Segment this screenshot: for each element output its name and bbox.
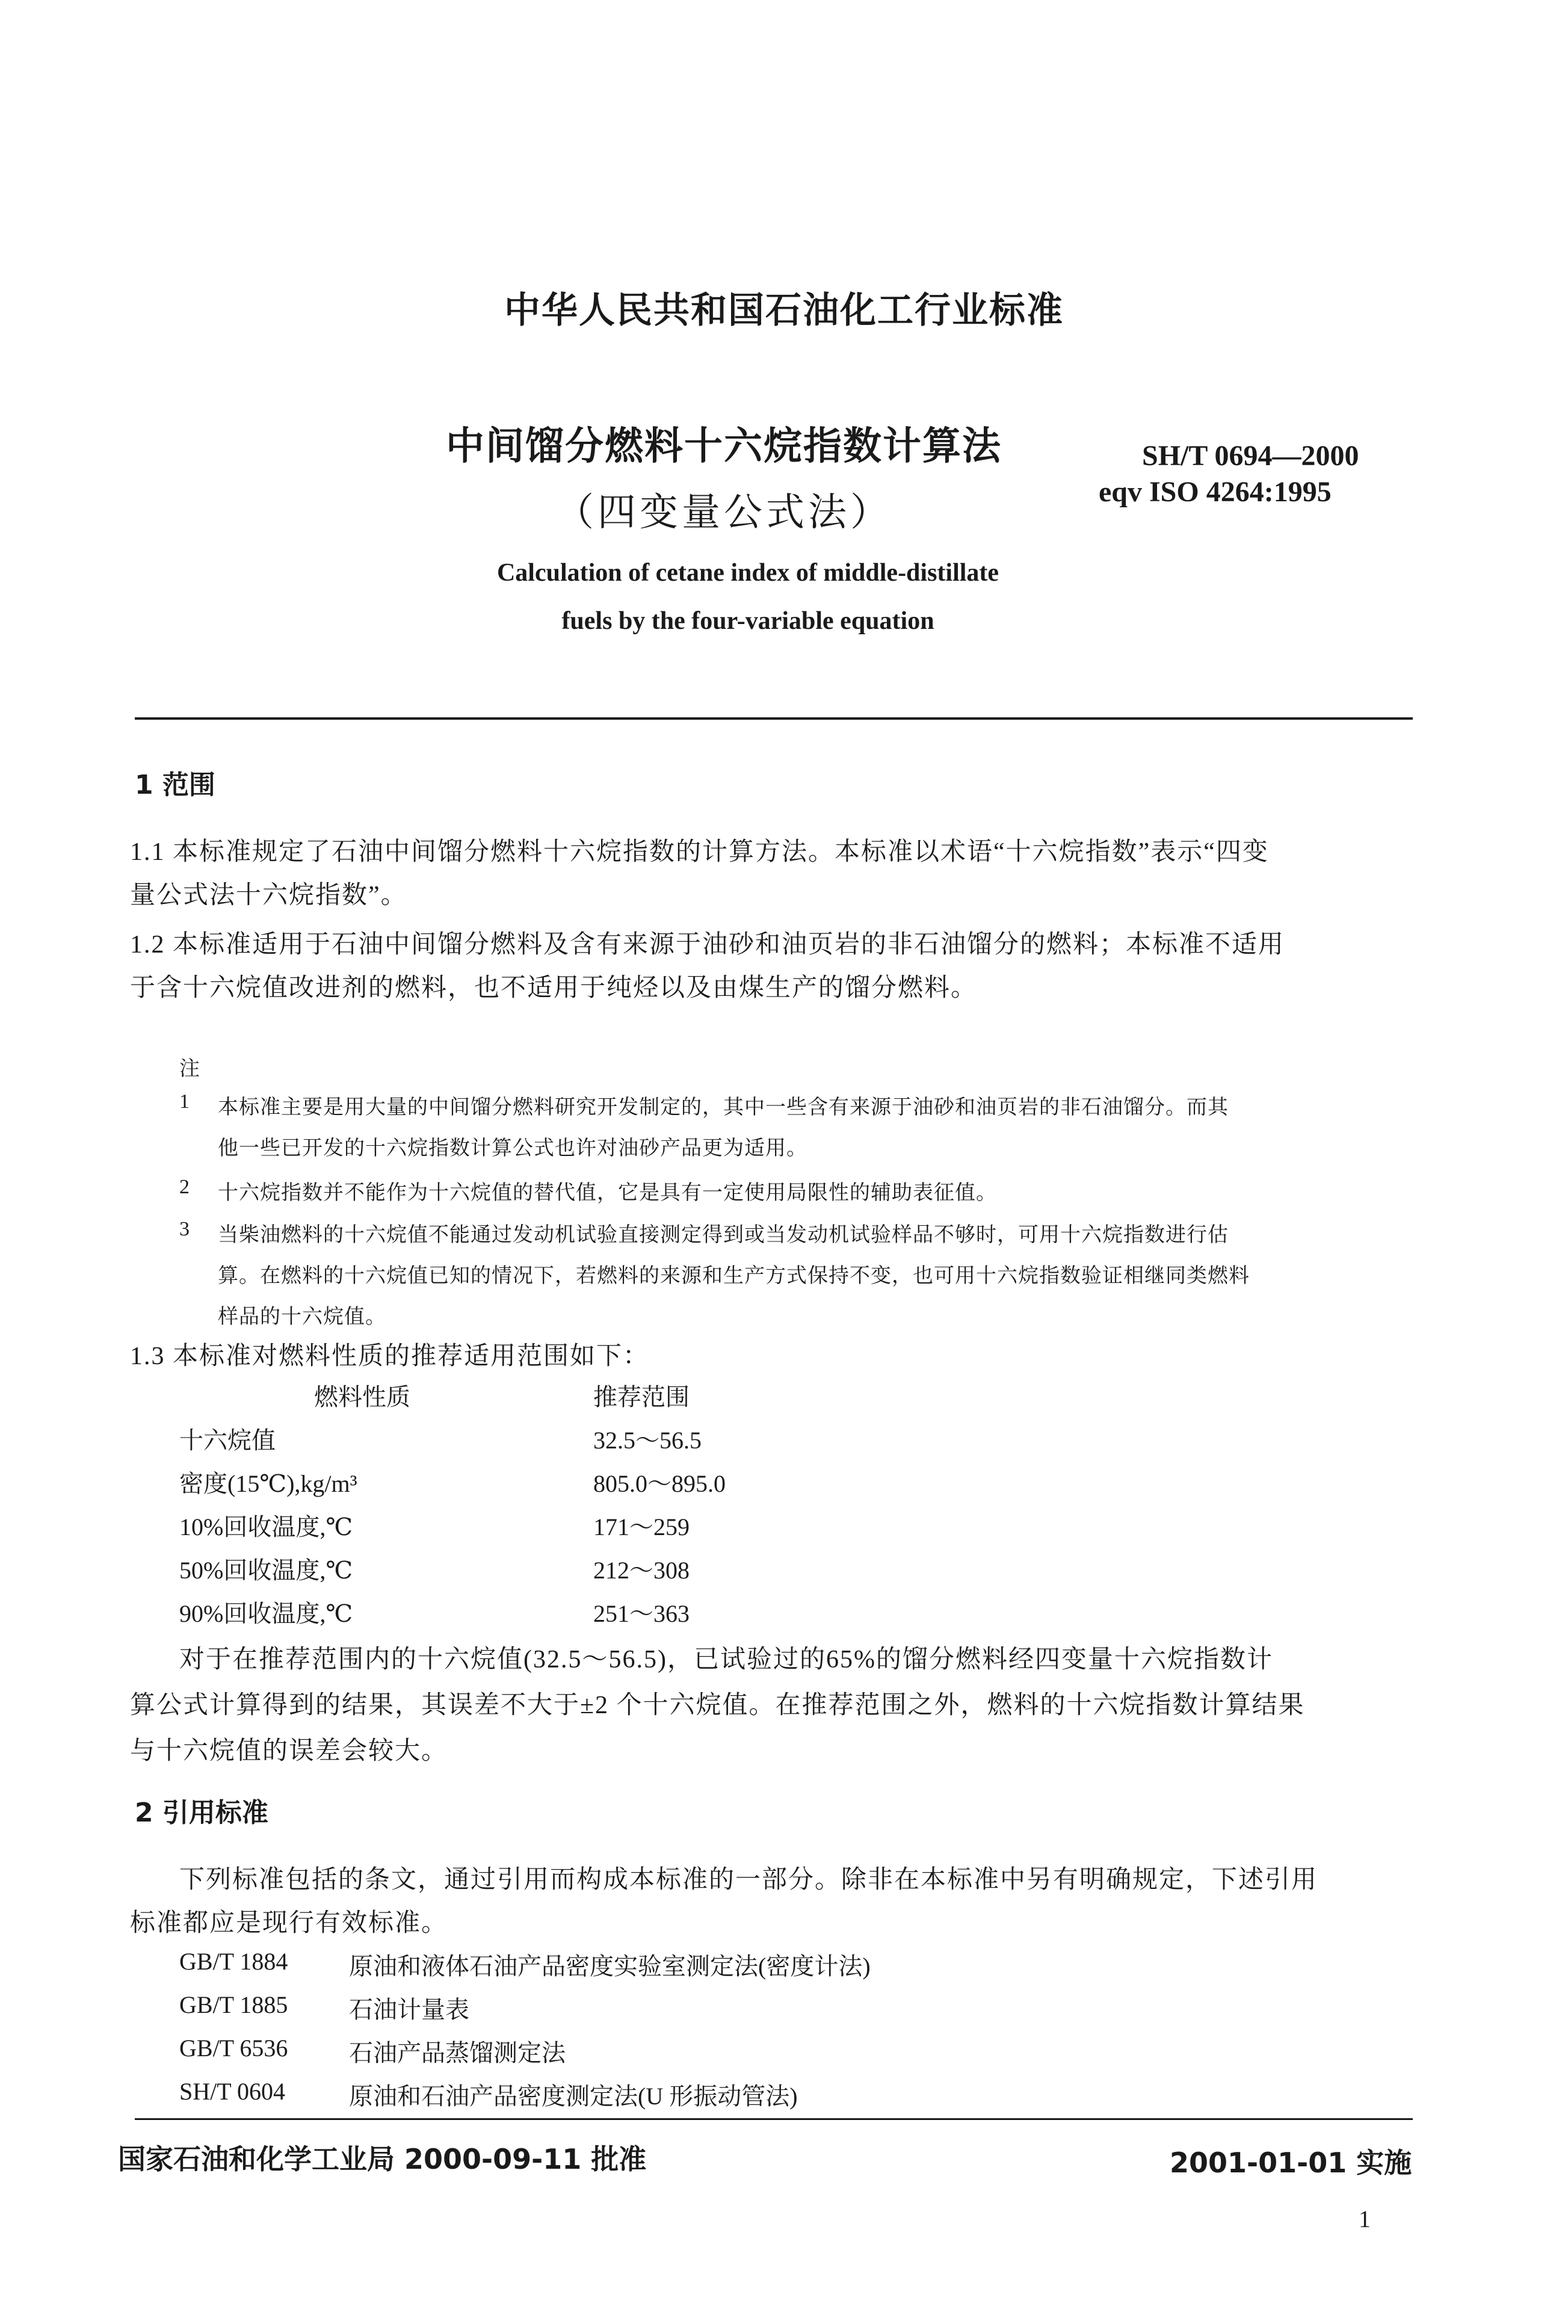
footer-divider [135,2118,1413,2120]
references-intro-line-2: 标准都应是现行有效标准。 [130,1909,448,1937]
table-row-property: 密度(15℃),kg/m³ [179,1470,357,1497]
reference-code: GB/T 1884 [179,1948,288,1975]
clause-1-2-line-1: 1.2 本标准适用于石油中间馏分燃料及含有来源于油砂和油页岩的非石油馏分的燃料；本标准不适用 [130,931,1285,959]
table-row-range: 171～259 [593,1513,690,1541]
document-title: 中间馏分燃料十六烷指数计算法 [446,424,1002,469]
clause-1-3: 1.3 本标准对燃料性质的推荐适用范围如下： [130,1343,650,1370]
implementation-date: 2001-01-01 实施 [1170,2146,1412,2179]
reference-code: SH/T 0604 [179,2078,285,2105]
table-row-range: 32.5～56.5 [593,1427,702,1454]
note-3-line-1: 当柴油燃料的十六烷值不能通过发动机试验直接测定得到或当发动机试验样品不够时，可用十六烷指数进行估 [218,1224,1229,1246]
clause-1-2-line-2: 于含十六烷值改进剂的燃料，也不适用于纯烃以及由煤生产的馏分燃料。 [130,974,978,1002]
standard-code: SH/T 0694—2000 [1142,440,1359,472]
page-number: 1 [1359,2205,1371,2233]
reference-title: 石油计量表 [349,1996,469,2023]
table-row-range: 805.0～895.0 [593,1470,726,1497]
clause-1-1-line-2: 量公式法十六烷指数”。 [130,882,407,909]
table-row-property: 十六烷值 [179,1427,276,1454]
notes-label: 注 [179,1058,200,1080]
clause-1-1-line-1: 1.1 本标准规定了石油中间馏分燃料十六烷指数的计算方法。本标准以术语“十六烷指数”表示“四变 [130,838,1269,866]
reference-title: 原油和石油产品密度测定法(U 形振动管法) [349,2083,798,2110]
table-row-range: 212～308 [593,1557,690,1584]
table-row-range: 251～363 [593,1600,690,1627]
note-3-line-3: 样品的十六烷值。 [218,1306,386,1328]
references-intro-line-1: 下列标准包括的条文，通过引用而构成本标准的一部分。除非在本标准中另有明确规定，下述引用 [179,1866,1318,1894]
note-1-line-1: 本标准主要是用大量的中间馏分燃料研究开发制定的，其中一些含有来源于油砂和油页岩的非石油馏分。而其 [218,1096,1229,1119]
accuracy-line-2: 算公式计算得到的结果，其误差不大于±2 个十六烷值。在推荐范围之外，燃料的十六烷指数计算结果 [130,1692,1305,1719]
note-2-line-1: 十六烷指数并不能作为十六烷值的替代值，它是具有一定使用局限性的辅助表征值。 [218,1182,997,1204]
reference-code: GB/T 1885 [179,1991,288,2018]
approval-statement: 国家石油和化学工业局 2000-09-11 批准 [118,2143,647,2175]
org-title: 中华人民共和国石油化工行业标准 [504,289,1064,332]
document-subtitle: （四变量公式法） [555,490,892,535]
note-3-line-2: 算。在燃料的十六烷值已知的情况下，若燃料的来源和生产方式保持不变，也可用十六烷指数验证相继同类燃料 [218,1265,1250,1287]
header-divider [135,717,1413,720]
english-title-line-2: fuels by the four-variable equation [561,607,934,635]
note-number: 1 [179,1090,190,1113]
equivalent-standard-code: eqv ISO 4264:1995 [1099,476,1332,508]
section-2-heading: 2 引用标准 [135,1797,268,1828]
table-row-property: 10%回收温度,℃ [179,1513,353,1541]
reference-code: GB/T 6536 [179,2035,288,2062]
table-row-property: 90%回收温度,℃ [179,1600,353,1627]
table-row-property: 50%回收温度,℃ [179,1557,353,1584]
reference-title: 原油和液体石油产品密度实验室测定法(密度计法) [349,1953,871,1980]
english-title-line-1: Calculation of cetane index of middle-distillate [496,559,999,587]
reference-title: 石油产品蒸馏测定法 [349,2039,566,2066]
accuracy-line-1: 对于在推荐范围内的十六烷值(32.5～56.5)，已试验过的65%的馏分燃料经四变量十六烷指数计 [179,1646,1273,1673]
note-number: 3 [179,1218,190,1240]
table-header-range: 推荐范围 [593,1383,690,1411]
note-1-line-2: 他一些已开发的十六烷指数计算公式也许对油砂产品更为适用。 [218,1137,807,1160]
table-header-property: 燃料性质 [314,1383,410,1411]
section-1-heading: 1 范围 [135,770,215,800]
note-number: 2 [179,1176,190,1198]
accuracy-line-3: 与十六烷值的误差会较大。 [130,1737,448,1765]
